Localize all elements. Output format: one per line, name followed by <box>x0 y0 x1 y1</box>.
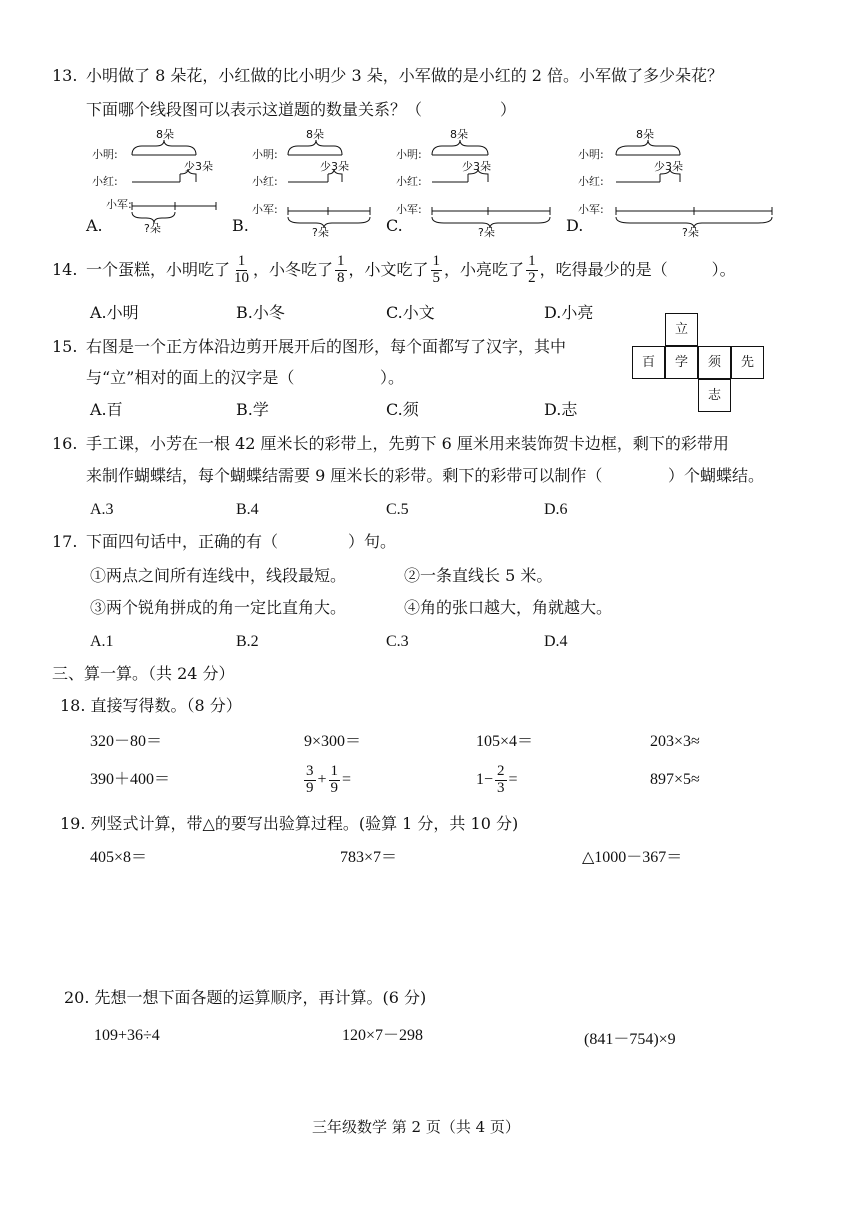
option-14d[interactable]: D.小亮 <box>544 303 594 322</box>
q18-row1-d: 203×3≈ <box>650 733 700 750</box>
option-15b[interactable]: B.学 <box>236 400 269 419</box>
q15-line2-b: ）。 <box>380 368 405 387</box>
option-17c[interactable]: C.3 <box>386 633 409 650</box>
section-3-heading: 三、算一算。（共 24 分） <box>52 664 235 683</box>
q17-prompt-a: 下面四句话中，正确的有（ <box>86 532 279 551</box>
diagram-c-less3: 少3朵 <box>462 160 491 173</box>
option-14a[interactable]: A.小明 <box>90 303 139 322</box>
diagram-c-question: ?朵 <box>478 226 495 239</box>
q16-line1: 手工课，小芳在一根 42 厘米长的彩带上，先剪下 6 厘米用来装饰贺卡边框，剩下的彩带用 <box>86 434 729 453</box>
fraction-1-5: $\frac{1}{5}$ <box>432 252 441 286</box>
q14-text <box>86 248 736 292</box>
cube-face-xue: 学 <box>665 346 698 379</box>
option-16c[interactable]: C.5 <box>386 501 409 518</box>
option-17d[interactable]: D.4 <box>544 633 568 650</box>
option-14b[interactable]: B.小冬 <box>236 303 285 322</box>
diagram-d-hong: 小红: <box>578 175 604 188</box>
fraction-1-9: $\frac{1}{9}$ <box>330 762 339 796</box>
q19-item-2: 783×7＝ <box>340 849 398 866</box>
q16-line2-b: ）个蝴蝶结。 <box>668 466 765 485</box>
diagram-b-question: ?朵 <box>312 226 329 239</box>
q14-text-a: 一个蛋糕，小明吃了 <box>86 260 231 280</box>
q20-title: 20. 先想一想下面各题的运算顺序，再计算。(6 分) <box>64 988 427 1007</box>
option-13b[interactable]: B. <box>232 216 249 235</box>
option-13d[interactable]: D. <box>566 216 584 235</box>
q18-title: 18. 直接写得数。（8 分） <box>60 696 242 715</box>
equals-sign: = <box>342 771 352 789</box>
option-13c[interactable]: C. <box>386 216 403 235</box>
q15-number: 15. <box>52 337 78 356</box>
q18-row1-a: 320－80＝ <box>90 733 163 750</box>
q17-statement-2: ②一条直线长 5 米。 <box>404 566 553 585</box>
option-16b[interactable]: B.4 <box>236 501 259 518</box>
q19-item-3: △1000－367＝ <box>582 849 683 866</box>
option-16a[interactable]: A.3 <box>90 501 114 518</box>
q18-row2-c <box>476 758 518 802</box>
option-14c[interactable]: C.小文 <box>386 303 435 322</box>
option-17a[interactable]: A.1 <box>90 633 114 650</box>
option-15a[interactable]: A.百 <box>90 400 123 419</box>
q16-number: 16. <box>52 434 78 453</box>
diagram-c-ming: 小明: <box>396 148 422 161</box>
cube-face-bai: 百 <box>632 346 665 379</box>
fraction-1-10: $\frac{1}{10}$ <box>234 252 250 286</box>
q13-segment-diagrams <box>80 124 780 244</box>
q20-item-2: 120×7－298 <box>342 1027 424 1044</box>
q14-text-c: ，小文吃了 <box>348 260 429 280</box>
q14-number: 14. <box>52 260 78 279</box>
fraction-2-3: $\frac{2}{3}$ <box>497 762 505 796</box>
q17-statement-4: ④角的张口越大，角就越大。 <box>404 598 613 617</box>
diagram-d-jun: 小军: <box>578 203 604 216</box>
q17-statement-1: ①两点之间所有连线中，线段最短。 <box>90 566 347 585</box>
q13-line2-end: ） <box>500 100 517 119</box>
q13-line2: 下面哪个线段图可以表示这道题的数量关系？（ <box>86 100 423 119</box>
q17-prompt-b: ）句。 <box>348 532 397 551</box>
diagram-c-jun: 小军: <box>396 203 422 216</box>
diagram-b-eight: 8朵 <box>306 128 324 141</box>
diagram-d-ming: 小明: <box>578 148 604 161</box>
q14-text-f: ）。 <box>711 260 736 280</box>
page-footer: 三年级数学 第 2 页（共 4 页） <box>312 1118 520 1136</box>
diagram-c-hong: 小红: <box>396 175 422 188</box>
diagram-a-question: ?朵 <box>144 222 161 235</box>
cube-face-xian: 先 <box>731 346 764 379</box>
cube-face-zhi: 志 <box>698 379 731 412</box>
q18-row1-b: 9×300＝ <box>304 733 362 750</box>
q14-text-e: ，吃得最少的是（ <box>539 260 668 280</box>
plus-sign: + <box>317 771 327 789</box>
diagram-d-eight: 8朵 <box>636 128 654 141</box>
q14-text-d: ，小亮吃了 <box>444 260 525 280</box>
diagram-c-eight: 8朵 <box>450 128 468 141</box>
one-minus: 1− <box>476 771 494 789</box>
diagram-d-question: ?朵 <box>682 226 699 239</box>
fraction-3-9: $\frac{3}{9}$ <box>306 762 314 796</box>
diagram-d-less3: 少3朵 <box>654 160 683 173</box>
fraction-1-2: $\frac{1}{2}$ <box>528 252 536 286</box>
q18-row2-a: 390＋400＝ <box>90 771 171 788</box>
q20-item-1: 109+36÷4 <box>94 1027 160 1044</box>
diagram-a-eight: 8朵 <box>156 128 174 141</box>
option-13a[interactable]: A. <box>86 216 103 235</box>
fraction-1-8: $\frac{1}{8}$ <box>337 252 345 286</box>
q18-row2-d: 897×5≈ <box>650 771 700 788</box>
diagram-b-hong: 小红: <box>252 175 278 188</box>
cube-face-xu: 须 <box>698 346 731 379</box>
q15-line1: 右图是一个正方体沿边剪开展开后的图形，每个面都写了汉字，其中 <box>86 337 567 356</box>
q16-line2-a: 来制作蝴蝶结，每个蝴蝶结需要 9 厘米长的彩带。剩下的彩带可以制作（ <box>86 466 603 485</box>
option-15d[interactable]: D.志 <box>544 400 578 419</box>
option-15c[interactable]: C.须 <box>386 400 419 419</box>
q13-number: 13. <box>52 66 78 85</box>
diagram-b-ming: 小明: <box>252 148 278 161</box>
q15-line2-a: 与“立”相对的面上的汉字是（ <box>86 368 295 387</box>
q19-item-1: 405×8＝ <box>90 849 148 866</box>
q13-line1: 小明做了 8 朵花，小红做的比小明少 3 朵，小军做的是小红的 2 倍。小军做了多少朵花？ <box>86 66 724 85</box>
q17-statement-3: ③两个锐角拼成的角一定比直角大。 <box>90 598 347 617</box>
equals-sign-2: = <box>508 771 518 789</box>
diagram-a-ming: 小明: <box>92 148 118 161</box>
diagram-a-jun: 小军: <box>106 198 132 211</box>
q20-item-3: (841－754)×9 <box>584 1031 676 1048</box>
cube-face-li: 立 <box>665 313 698 346</box>
option-16d[interactable]: D.6 <box>544 501 568 518</box>
q17-number: 17. <box>52 532 78 551</box>
diagram-b-less3: 少3朵 <box>320 160 349 173</box>
q18-row2-b <box>302 758 351 802</box>
cube-net <box>632 313 768 415</box>
diagram-a-less3: 少3朵 <box>184 160 213 173</box>
diagram-a-hong: 小红: <box>92 175 118 188</box>
q18-row1-c: 105×4＝ <box>476 733 534 750</box>
diagram-b-jun: 小军: <box>252 203 278 216</box>
q19-title: 19. 列竖式计算，带△的要写出验算过程。(验算 1 分，共 10 分) <box>60 814 519 833</box>
q14-text-b: ，小冬吃了 <box>253 260 334 280</box>
option-17b[interactable]: B.2 <box>236 633 259 650</box>
